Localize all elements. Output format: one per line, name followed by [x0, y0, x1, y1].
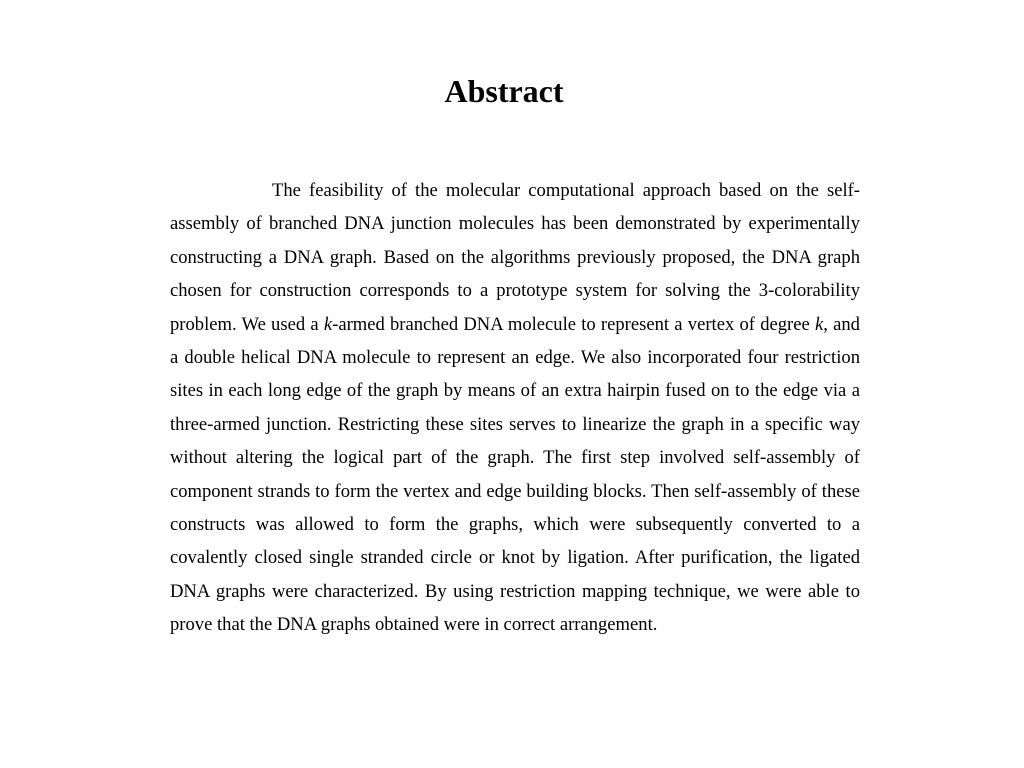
abstract-text: [170, 174, 860, 642]
abstract-title: Abstract: [444, 73, 564, 109]
abstract-text-part-3: , and a double helical DNA molecule to represent an edge. We also incorporated four restriction sites in each long edge of the graph by means of an extra hairpin fused on to the edge via a three-armed junction. Restricting these sites serves to linearize the graph in a specific way without altering the logical part of the graph. The first step involved self-assembly of component strands to form the vertex and edge building blocks. Then self-assembly of these constructs was allowed to form the graphs, which were subsequently converted to a covalently closed single stranded circle or knot by ligation. After purification, the ligated DNA graphs were characterized. By using restriction mapping technique, we were able to prove that the DNA graphs obtained were in correct arrangement.: [170, 313, 860, 636]
abstract-text-part-1: The feasibility of the molecular computational approach based on the self-assembly of branched DNA junction molecules has been demonstrated by experimentally constructing a DNA graph. Based on the algorithms previously proposed, the DNA graph chosen for construction corresponds to a prototype system for solving the 3-colorability problem. We used a: [170, 180, 860, 335]
abstract-text-part-2: -armed branched DNA molecule to represent a vertex of degree: [332, 313, 815, 335]
variable-k-2: k: [814, 313, 824, 335]
variable-k-1: k: [323, 313, 333, 335]
